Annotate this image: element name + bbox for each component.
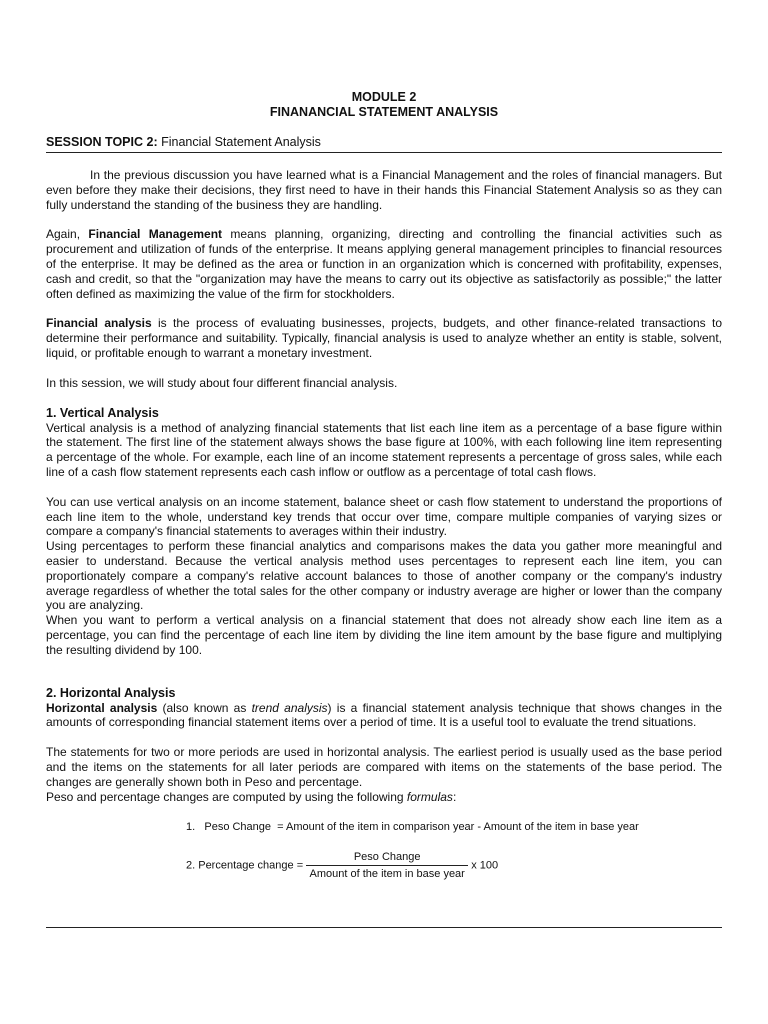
horizontal-paragraph-2: The statements for two or more periods are used in horizontal analysis. The earliest period is usually used as the base period and the items on the statements for all later periods are compared with items on the statements of the base period. The changes are generally shown both in Peso and percentage. <box>46 745 722 789</box>
horizontal-paragraph-1: Horizontal analysis (also known as trend analysis) is a financial statement analysis technique that shows changes in the amounts of corresponding financial statement items over a period of time. It is a useful tool to evaluate the trend situations. <box>46 700 723 730</box>
vertical-paragraph-2: You can use vertical analysis on an income statement, balance sheet or cash flow statement to understand the proportions of each line item to the whole, understand key trends that occur over time, compare multiple companies of varying sizes or compare a company's financial statements to averages within their industry. <box>46 494 722 539</box>
session-topic <box>46 135 722 153</box>
session-topic-text: Financial Statement Analysis <box>161 135 321 149</box>
intro-paragraph-4: In this session, we will study about four different financial analysis. <box>46 375 398 390</box>
page-title: FINANANCIAL STATEMENT ANALYSIS <box>269 105 499 119</box>
intro-paragraph-3: Financial analysis is the process of evaluating businesses, projects, budgets, and other finance-related transactions to determine their performance and suitability. Typically, financial analysis is used to analyze whether an entity is stable, solvent, liquid, or profitable enough to warrant a monetary investment. <box>46 316 722 360</box>
vertical-paragraph-1: Vertical analysis is a method of analyzing financial statements that list each line item as a percentage of a base figure within the statement. The first line of the statement always shows the base figure at 100%, with each following line item representing a percentage of the whole. For example, each line of an income statement represents a percentage of gross sales, while each line of a cash flow statement represents each cash inflow or outflow as a percentage of total cash flows. <box>46 420 722 479</box>
vertical-paragraph-3: Using percentages to perform these financial analytics and comparisons makes the data you gather more meaningful and easier to understand. Because the vertical analysis method uses percentages to represent each line item, you can proportionately compare a company's relative account balances to those of another company or the company's industry average regardless of whether the total sales for the other company or industry average are higher or lower than the company you are analyzing. <box>46 539 722 613</box>
intro-paragraph-2: Again, Financial Management means planning, organizing, directing and controlling the financial activities such as procurement and utilization of funds of the enterprise. It means applying general management principles to financial resources of the enterprise. It may be defined as the area or function in an organization which is concerned with profitability, expenses, cash and credit, so that the "organization may have the means to carry out its objective as satisfactorily as possible;" the latter often defined as maximizing the value of the firm for stockholders. <box>46 227 722 301</box>
horizontal-analysis-heading: 2. Horizontal Analysis <box>46 685 176 700</box>
formula-percentage-change: 2. Percentage change = $\frac{\text{Peso Change}}{\text{Amount of the item in base year}}$ x 100 <box>186 851 499 881</box>
formulas-block <box>46 816 722 886</box>
module-label: MODULE 2 <box>351 90 417 104</box>
vertical-analysis-heading: 1. Vertical Analysis <box>46 405 159 420</box>
session-label: SESSION TOPIC 2: <box>46 135 158 149</box>
vertical-paragraph-4: When you want to perform a vertical analysis on a financial statement that does not already show each line item as a percentage, you can find the percentage of each line item by dividing the line item amount by the base figure and multiplying the resulting dividend by 100. <box>46 613 722 657</box>
horizontal-paragraph-3: Peso and percentage changes are computed by using the following formulas: <box>46 789 457 804</box>
formula-fraction: $\frac{\text{Peso Change}}{\text{Amount of the item in base year}}$ <box>306 851 468 880</box>
intro-paragraph-1: In the previous discussion you have learned what is a Financial Management and the roles of financial managers. But even before they make their decisions, they first need to have in their hands this Financial Statement Analysis so as they can fully understand the standing of the business they are handling. <box>46 168 722 212</box>
document-page <box>46 90 722 886</box>
formula-peso-change: 1. Peso Change = Amount of the item in comparison year - Amount of the item in base year <box>186 821 639 834</box>
bottom-divider <box>46 927 722 928</box>
